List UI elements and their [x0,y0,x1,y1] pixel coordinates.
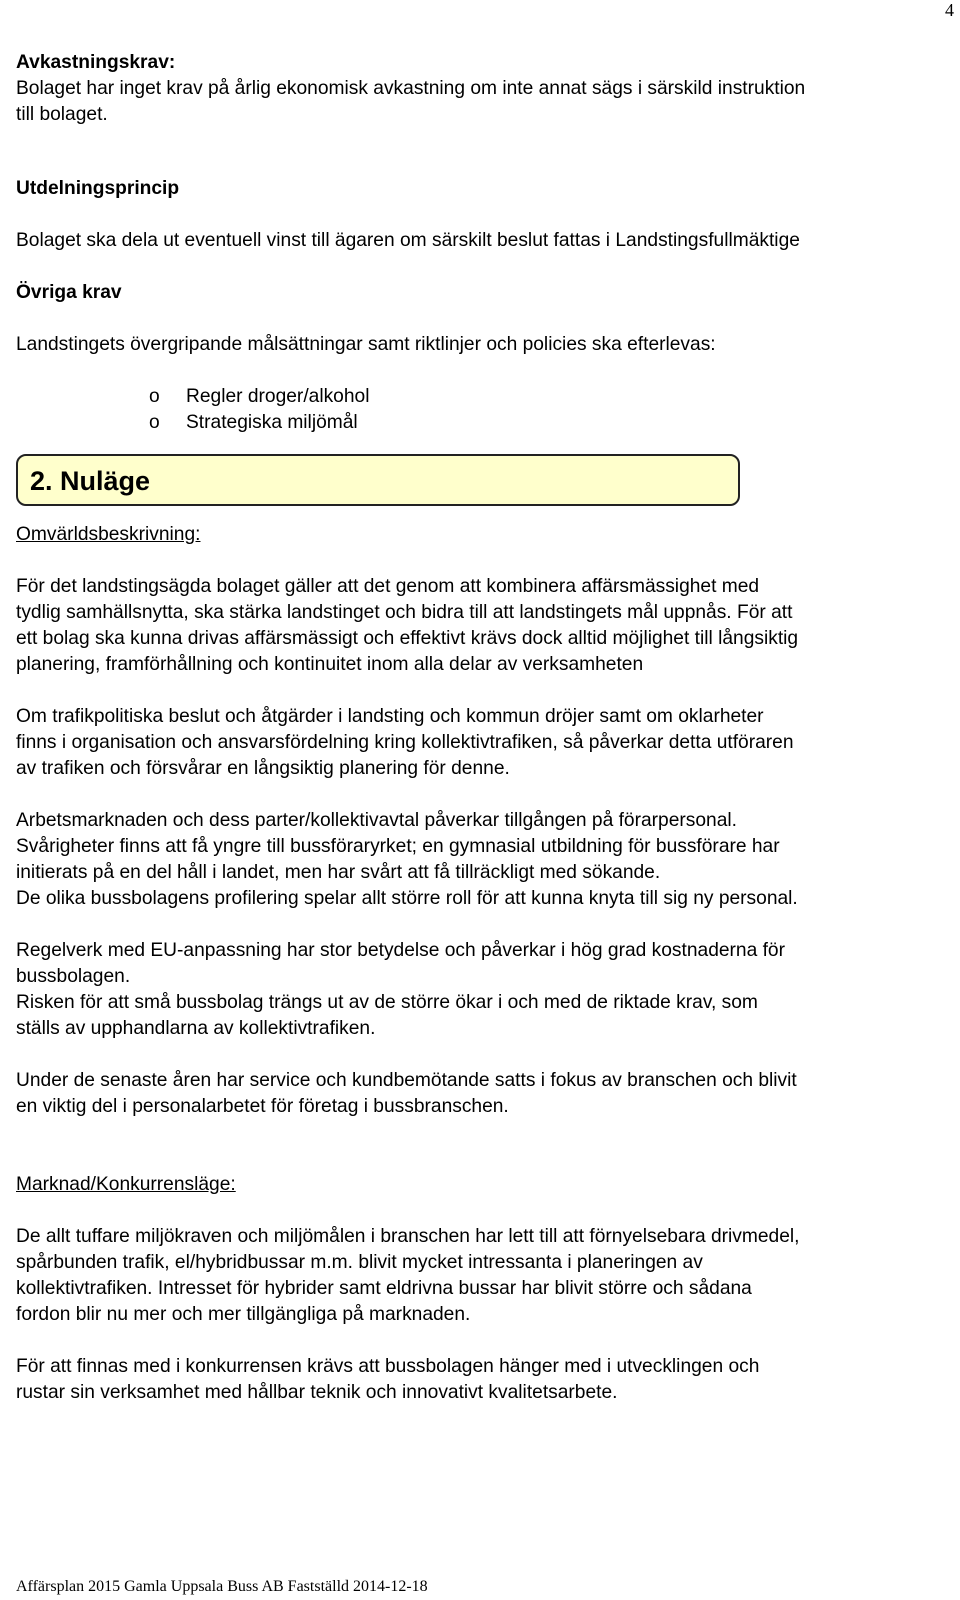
text-line: planering, framförhållning och kontinuitet inom alla delar av verksamheten [16,654,644,675]
ovriga-intro: Landstingets övergripande målsättningar samt riktlinjer och policies ska efterlevas: [16,334,716,355]
bullet-icon: o [149,412,160,433]
text-line: finns i organisation och ansvarsfördelning kring kollektivtrafiken, så påverkar detta utföraren [16,732,794,753]
list-item-text: Regler droger/alkohol [186,386,370,407]
text-line: en viktig del i personalarbetet för företag i bussbranschen. [16,1096,509,1117]
document-body [16,50,956,1406]
paragraph [16,1068,956,1120]
section-title: 2. Nuläge [30,466,151,496]
list-item [16,410,956,436]
text-line: Risken för att små bussbolag trängs ut av de större ökar i och med de riktade krav, som [16,992,758,1013]
text-line: Regelverk med EU-anpassning har stor betydelse och påverkar i hög grad kostnaderna för [16,940,785,961]
text-line: av trafiken och försvårar en långsiktig planering för denne. [16,758,510,779]
text-line: fordon blir nu mer och mer tillgängliga på marknaden. [16,1304,471,1325]
section-heading-box [16,454,740,506]
text-line: Under de senaste åren har service och kundbemötande satts i fokus av branschen och blivit [16,1070,797,1091]
paragraph [16,1224,956,1328]
text-line: ställs av upphandlarna av kollektivtrafiken. [16,1018,376,1039]
paragraph [16,574,956,678]
avkastning-heading: Avkastningskrav: [16,52,176,73]
text-line: Arbetsmarknaden och dess parter/kollektivavtal påverkar tillgången på förarpersonal. [16,810,737,831]
text-line: spårbunden trafik, el/hybridbussar m.m. blivit mycket intressanta i planeringen av [16,1252,703,1273]
page-number: 4 [945,0,954,20]
omvarld-heading: Omvärldsbeskrivning: [16,524,201,545]
marknad-heading: Marknad/Konkurrensläge: [16,1174,236,1195]
text-line: Om trafikpolitiska beslut och åtgärder i landsting och kommun dröjer samt om oklarheter [16,706,764,727]
paragraph [16,704,956,782]
utdelning-text: Bolaget ska dela ut eventuell vinst till ägaren om särskilt beslut fattas i Landstingsfullmäktige [16,230,800,251]
page-footer: Affärsplan 2015 Gamla Uppsala Buss AB Fastställd 2014-12-18 [16,1578,428,1595]
text-line: bussbolagen. [16,966,131,987]
paragraph [16,938,956,1042]
text-line: rustar sin verksamhet med hållbar teknik och innovativt kvalitetsarbete. [16,1382,618,1403]
ovriga-heading: Övriga krav [16,282,122,303]
text-line: De olika bussbolagens profilering spelar allt större roll för att kunna knyta till sig ny personal. [16,888,798,909]
text-line: kollektivtrafiken. Intresset för hybrider samt eldrivna bussar har blivit större och sådana [16,1278,752,1299]
avkastning-line: Bolaget har inget krav på årlig ekonomisk avkastning om inte annat sägs i särskild instruktion [16,78,806,99]
ovriga-list [16,384,956,436]
list-item [16,384,956,410]
text-line: För det landstingsägda bolaget gäller att det genom att kombinera affärsmässighet med [16,576,760,597]
paragraph [16,1354,956,1406]
text-line: De allt tuffare miljökraven och miljömålen i branschen har lett till att förnyelsebara drivmedel, [16,1226,800,1247]
avkastning-line: till bolaget. [16,104,108,125]
text-line: tydlig samhällsnytta, ska stärka landstinget och bidra till att landstingets mål uppnås. För att [16,602,793,623]
bullet-icon: o [149,386,160,407]
text-line: initierats på en del håll i landet, men har svårt att få tillräckligt med sökande. [16,862,661,883]
text-line: För att finnas med i konkurrensen krävs att bussbolagen hänger med i utvecklingen och [16,1356,760,1377]
text-line: Svårigheter finns att få yngre till bussföraryrket; en gymnasial utbildning för bussförare har [16,836,780,857]
text-line: ett bolag ska kunna drivas affärsmässigt och effektivt krävs dock alltid möjlighet till långsiktig [16,628,799,649]
utdelning-heading: Utdelningsprincip [16,178,180,199]
paragraph [16,808,956,912]
list-item-text: Strategiska miljömål [186,412,358,433]
